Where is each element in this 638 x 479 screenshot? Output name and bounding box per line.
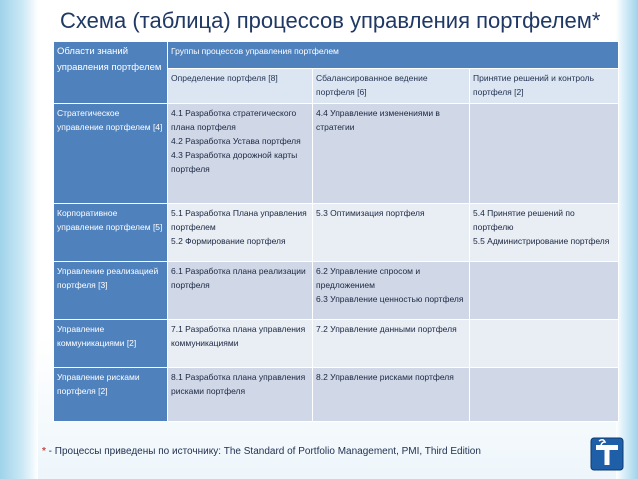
table-row bbox=[54, 104, 619, 204]
knowledge-area-cell: Управление рисками портфеля [2] bbox=[54, 368, 168, 422]
table-row bbox=[54, 204, 619, 262]
process-cell bbox=[168, 320, 313, 368]
knowledge-area-cell: Стратегическое управление портфелем [4] bbox=[54, 104, 168, 204]
footnote-star: * bbox=[42, 446, 46, 457]
process-item: 4.3 Разработка дорожной карты портфеля bbox=[171, 150, 298, 174]
process-item: 8.2 Управление рисками портфеля bbox=[316, 372, 454, 382]
process-item: 6.2 Управление спросом и предложением bbox=[316, 266, 421, 290]
table-row bbox=[54, 262, 619, 320]
knowledge-area-cell: Управление реализацией портфеля [3] bbox=[54, 262, 168, 320]
right-decor-band bbox=[616, 0, 638, 479]
process-item: 7.1 Разработка плана управления коммуникациями bbox=[171, 324, 306, 348]
process-item: 5.5 Администрирование портфеля bbox=[473, 236, 610, 246]
process-item: 6.3 Управление ценностью портфеля bbox=[316, 294, 464, 304]
process-cell bbox=[470, 104, 619, 204]
process-item: 5.3 Оптимизация портфеля bbox=[316, 208, 425, 218]
process-cell bbox=[168, 104, 313, 204]
process-item: 4.1 Разработка стратегического плана портфеля bbox=[171, 108, 297, 132]
process-cell bbox=[168, 368, 313, 422]
column-header-1: Определение портфеля [8] bbox=[168, 69, 313, 104]
table-row bbox=[54, 320, 619, 368]
table-row bbox=[54, 368, 619, 422]
process-item: 6.1 Разработка плана реализации портфеля bbox=[171, 266, 306, 290]
process-item: 8.1 Разработка плана управления рисками портфеля bbox=[171, 372, 306, 396]
footnote bbox=[42, 446, 481, 457]
process-item: 5.4 Принятие решений по портфелю bbox=[473, 208, 575, 232]
header-process-groups: Группы процессов управления портфелем bbox=[168, 42, 619, 69]
knowledge-area-cell: Управление коммуникациями [2] bbox=[54, 320, 168, 368]
process-cell bbox=[168, 262, 313, 320]
process-item: 7.2 Управление данными портфеля bbox=[316, 324, 457, 334]
process-cell bbox=[470, 368, 619, 422]
process-cell bbox=[470, 262, 619, 320]
process-cell bbox=[168, 204, 313, 262]
process-cell bbox=[313, 368, 470, 422]
process-item: 5.2 Формирование портфеля bbox=[171, 236, 286, 246]
slide-title: Схема (таблица) процессов управления портфелем* bbox=[60, 8, 601, 33]
footnote-text: - Процессы приведены по источнику: The Standard of Portfolio Management, PMI, Third Edition bbox=[45, 446, 481, 457]
process-cell bbox=[313, 104, 470, 204]
header-knowledge-areas: Области знаний управления портфелем bbox=[54, 42, 168, 104]
column-header-2: Сбалансированное ведение портфеля [6] bbox=[313, 69, 470, 104]
column-header-3: Принятие решений и контроль портфеля [2] bbox=[470, 69, 619, 104]
process-item: 5.1 Разработка Плана управления портфелем bbox=[171, 208, 307, 232]
portfolio-logo-icon bbox=[590, 437, 624, 471]
process-cell bbox=[313, 204, 470, 262]
process-cell bbox=[470, 204, 619, 262]
left-decor-band bbox=[0, 0, 38, 479]
process-item: 4.2 Разработка Устава портфеля bbox=[171, 136, 301, 146]
process-cell bbox=[313, 320, 470, 368]
process-cell bbox=[470, 320, 619, 368]
process-cell bbox=[313, 262, 470, 320]
process-table bbox=[53, 41, 619, 422]
knowledge-area-cell: Корпоративное управление портфелем [5] bbox=[54, 204, 168, 262]
process-item: 4.4 Управление изменениями в стратегии bbox=[316, 108, 440, 132]
